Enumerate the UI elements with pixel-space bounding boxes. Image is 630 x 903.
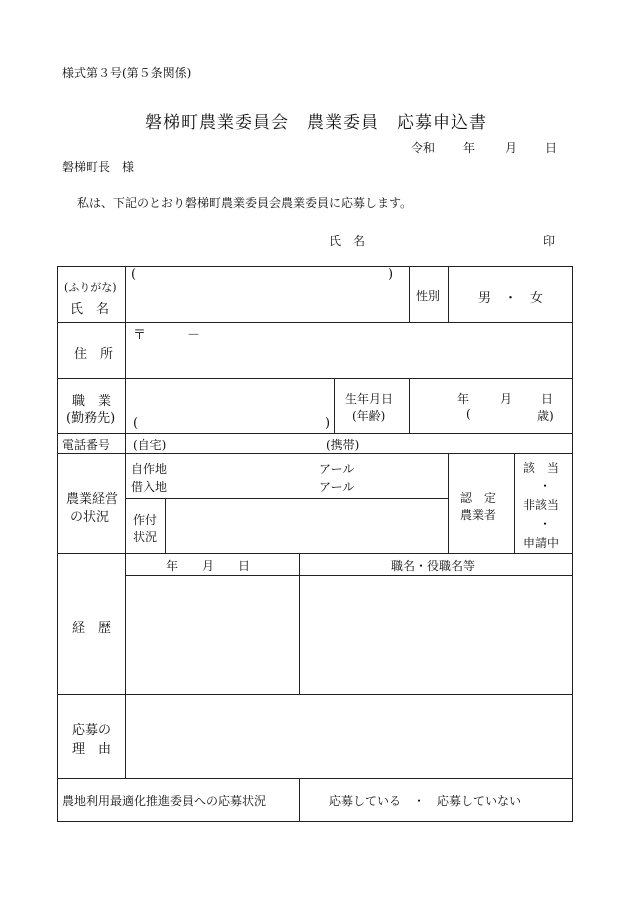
crops-input[interactable] [168, 500, 445, 550]
furigana-open-paren: ( [131, 267, 137, 282]
postal-dash: － [187, 328, 201, 343]
form-number: 様式第３号(第５条関係) [62, 66, 192, 80]
status-applying[interactable]: 申請中 [523, 536, 560, 550]
farm-label: 農業経営 [66, 492, 119, 507]
career-position-input[interactable] [302, 578, 569, 691]
date-era: 令和 [411, 141, 436, 155]
employer-open-paren: ( [133, 416, 139, 431]
reason-input[interactable] [128, 697, 569, 775]
birth-label: 生年月日 [345, 392, 394, 406]
phone-home-label: (自宅) [133, 438, 167, 452]
name-label: 氏 名 [70, 302, 110, 317]
crops-label: 作付 [133, 513, 158, 527]
career-date-input[interactable] [128, 578, 296, 691]
employer-close-paren: ) [325, 416, 331, 431]
furigana-close-paren: ) [388, 267, 394, 282]
addressee: 磐梯町長 様 [62, 160, 135, 174]
rented-land-label: 借入地 [131, 480, 168, 494]
age-open-paren: ( [466, 407, 471, 421]
owned-land-unit: アール [319, 462, 355, 476]
address-label: 住 所 [74, 347, 114, 362]
date-month: 月 [505, 141, 518, 155]
status-dot-1: ・ [539, 479, 552, 493]
statement: 私は、下記のとおり磐梯町農業委員会農業委員に応募します。 [77, 196, 413, 210]
status-not-applicable[interactable]: 非該当 [523, 498, 560, 512]
occupation-input[interactable] [128, 381, 331, 413]
furigana-label: (ふりがな) [64, 281, 117, 294]
career-position-header: 職名・役職名等 [391, 559, 476, 573]
occupation-label: 職 業 [72, 394, 112, 409]
birth-month: 月 [500, 392, 513, 406]
certified-label-2: 農業者 [460, 508, 497, 522]
phone-label: 電話番号 [62, 438, 111, 452]
date-day: 日 [545, 141, 558, 155]
promotion-label: 農地利用最適化推進委員への応募状況 [62, 794, 267, 808]
gender-label: 性別 [416, 289, 441, 303]
career-date-header: 年 月 日 [166, 559, 251, 573]
owned-land-label: 自作地 [131, 462, 168, 476]
crops-label-2: 状況 [133, 530, 158, 544]
address-input[interactable] [128, 340, 568, 374]
page-title: 磐梯町農業委員会 農業委員 応募申込書 [145, 113, 487, 133]
seal-label: 印 [543, 234, 556, 248]
furigana-input[interactable] [128, 268, 384, 282]
gender-options: 男 ・ 女 [478, 291, 544, 306]
status-dot-2: ・ [539, 517, 552, 531]
age-unit: 歳) [537, 409, 554, 423]
career-label: 経 歴 [72, 621, 112, 636]
phone-mobile-label: (携帯) [326, 438, 360, 452]
signer-label: 氏 名 [329, 234, 366, 248]
birth-year: 年 [457, 392, 470, 406]
rented-land-unit: アール [319, 480, 355, 494]
reason-label: 応募の [72, 723, 112, 738]
birth-day: 日 [541, 392, 554, 406]
farm-label-2: の状況 [70, 510, 110, 525]
postal-mark: 〒 [133, 328, 147, 343]
certified-label: 認 定 [460, 491, 497, 505]
date-year: 年 [463, 141, 476, 155]
name-input[interactable] [128, 284, 406, 318]
age-label: (年齢) [352, 409, 386, 423]
status-applicable[interactable]: 該 当 [523, 461, 560, 475]
employer-label: (勤務先) [66, 411, 116, 426]
reason-label-2: 理 由 [72, 742, 112, 757]
promotion-options[interactable]: 応募している ・ 応募していない [329, 794, 522, 808]
